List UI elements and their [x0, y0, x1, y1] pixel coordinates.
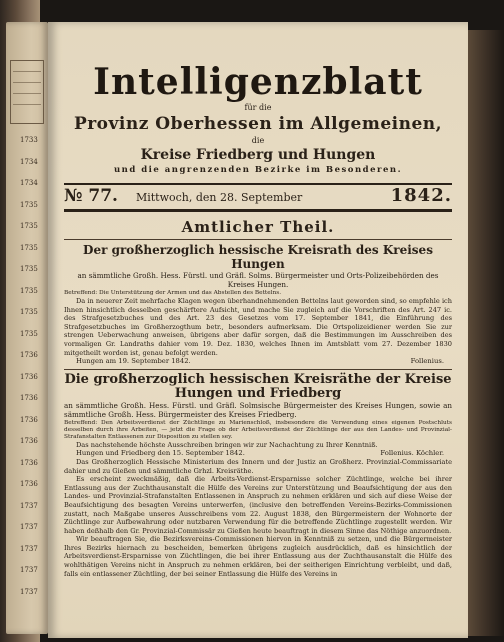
left-page-year: 1736: [20, 480, 38, 488]
left-page-year: 1737: [20, 566, 38, 574]
left-page-edge: [6, 22, 48, 634]
book-right-edge: [468, 30, 504, 636]
page-content: [64, 62, 452, 578]
notice2-intro: Das nachstehende höchste Ausschreiben bringen wir zur Nachachtung zu Ihrer Kenntniß.: [76, 440, 378, 449]
notice2-body2: Wir beauftragen Sie, die Bezirksvereins-Commissionen hiervon in Kenntniß zu setzen, und die Bürgermeister Ihres Bezirks hiernach zu bescheiden, bemerken übrigens zugleich ausdrücklich, daß es hinsichtlich der Arbeitsverdienst-Ersparnisse von Züchtlingen, die bei ihrer Entlassung aus der Zuchthausanstalt die Hülfe des wohlthätigen Vereins nicht in Anspruch zu nehmen erklären, bei der seitherigen Einrichtung verbleibt, und daß, falls ein entlassener Züchtling, der bei seiner Entlassung die Hülfe des Vereins in: [64, 535, 452, 578]
newspaper-page: [48, 22, 468, 638]
masthead-province: Provinz Oberhessen im Allgemeinen,: [73, 114, 443, 134]
left-page-year: 1735: [20, 286, 38, 295]
left-page-year: 1736: [20, 415, 38, 424]
notice1-signature: [64, 357, 452, 366]
left-page-year: 1736: [20, 458, 38, 467]
notice2-sig-names: Follenius. Köchler.: [380, 449, 444, 458]
left-page-year-list: [20, 130, 46, 603]
notice2-signature: [64, 449, 452, 458]
left-page-year: 1737: [20, 501, 38, 510]
issue-date: Mittwoch, den 28. September: [135, 191, 303, 204]
issue-line: [64, 185, 452, 209]
notice1-heading: Der großherzoglich hessische Kreisrath des Kreises Hungen: [83, 243, 433, 271]
masthead-subtitle: und die angrenzenden Bezirke im Besonderen.: [113, 165, 403, 175]
notice2-betreff: Betreffend: Den Arbeitsverdienst der Züchtlinge zu Marienschloß, insbesondere die Verwendung eines eigenen Postschluts desselben durch ihre Arbeiten, — jetzt die Frage ob der Arbeitsverdienst der Züchtlinge der aus den Landes- und Provinzial-Strafanstalten Entlassenen zur Disposition zu stellen sey.: [64, 419, 452, 440]
left-page-year: 1736: [20, 372, 38, 381]
masthead-die: die: [251, 136, 265, 145]
notice2-address: an sämmtliche Großh. Hess. Fürstl. und Gräfl. Solmsische Bürgermeister des Kreises Hungen, sowie an sämmtliche Großh. Hess. Bürgermeister des Kreises Friedberg.: [64, 400, 452, 419]
masthead-title: Intelligenzblatt: [93, 61, 423, 103]
notice1-betreff: Betreffend: Die Unterstützung der Armen und das Abstellen des Bettelns.: [64, 290, 282, 296]
masthead-kreise: Kreise Friedberg und Hungen: [140, 147, 376, 163]
notice-divider: [64, 369, 452, 370]
section-title: Amtlicher Theil.: [181, 218, 335, 236]
left-page-year: 1736: [20, 437, 38, 445]
left-page-header: [10, 60, 44, 124]
left-page-year: 1733: [20, 136, 38, 144]
left-page-year: 1735: [20, 329, 38, 338]
left-page-year: 1737: [20, 587, 38, 596]
issue-rule-bottom: [64, 209, 452, 212]
issue-year: 1842.: [390, 185, 452, 206]
section-rule: [64, 239, 452, 240]
notice2-subheading: Das Großherzoglich Hessische Ministerium des Innern und der Justiz an Großherz. Provinzial-Commissariate dahier und zu Gießen und sämmtliche Grhzl. Kreisräthe.: [64, 457, 452, 475]
left-page-year: 1737: [20, 523, 38, 531]
notice1-body: Da in neuerer Zeit mehrfache Klagen wegen überhandnehmenden Bettelns laut geworden sind, so empfehle ich Ihnen hinsichtlich desselben geschärftere Aufsicht, und mache Sie zugleich auf die Vorschriften des Art. 247 ic. des Strafgesetzbuches und des Art. 23 des Gesetzes vom 17. September 1841, die Einführung des Strafgesetzbuches im Großherzogthum betr., besonders aufmerksam. Die Ortspolizeidiener werden Sie zur strengen Ueberwachung anweisen, übrigens aber dafür sorgen, daß die Bestimmungen im Ausschreiben des vormaligen Gr. Landraths dahier vom 19. Dez. 1830, welches Ihnen im Amtsblatt vom 27. Dezember 1830 mitgetheilt worden ist, genau befolgt werden.: [64, 297, 452, 357]
left-page-year: 1734: [20, 179, 38, 187]
left-page-year: 1735: [20, 200, 38, 209]
notice1-sig-place-date: Hungen am 19. September 1842.: [76, 357, 191, 366]
left-page-year: 1736: [20, 351, 38, 359]
notice2-body1: Es erscheint zweckmäßig, daß die Arbeits-Verdienst-Ersparnisse solcher Züchtlinge, welche bei ihrer Entlassung aus der Zuchthausanstalt die Hülfe des Vereins zur Unterstützung und Beaufsichtigung der aus den Landes- und Provinzial-Strafanstalten Entlassenen in Anspruch zu nehmen erklären und sich auf diese Weise der Beaufsichtigung des besagten Vereins unterwerfen, (inclusive den betreffenden Vereins-Bezirks-Commissionen zustatt, nach Maßgabe unseres Ausschreibens vom 22. August 1838, den Bürgermeistern der Wohnorte der Züchtlinge zur Aufbewahrung oder nutzbaren Verwendung für die betreffende Züchtlinge zugestellt werden. Wir haben deßhalb den Gr. Provinzial-Commissär zu Gießen heute beauftragt in diesem Sinne das Nöthige anzuordnen.: [64, 475, 452, 535]
notice2-sig-place-date: Hungen und Friedberg den 15. September 1842.: [76, 449, 245, 458]
notice1-address: an sämmtliche Großh. Hess. Fürstl. und Gräfl. Solms. Bürgermeister und Orts-Polizeibehörden des Kreises Hungen.: [77, 271, 439, 289]
issue-number: № 77.: [64, 186, 118, 206]
left-page-year: 1735: [20, 265, 38, 273]
notice1-sig-name: Follenius.: [410, 357, 444, 366]
left-page-year: 1735: [20, 308, 38, 316]
left-page-year: 1735: [20, 222, 38, 230]
left-page-year: 1734: [20, 157, 38, 166]
notice2-heading: Die großherzoglich hessischen Kreisräthe der Kreise Hungen und Friedberg: [64, 371, 452, 401]
left-page-year: 1735: [20, 243, 38, 252]
masthead-fuer-die: für die: [244, 103, 272, 112]
left-page-year: 1736: [20, 394, 38, 402]
left-page-year: 1737: [20, 544, 38, 553]
